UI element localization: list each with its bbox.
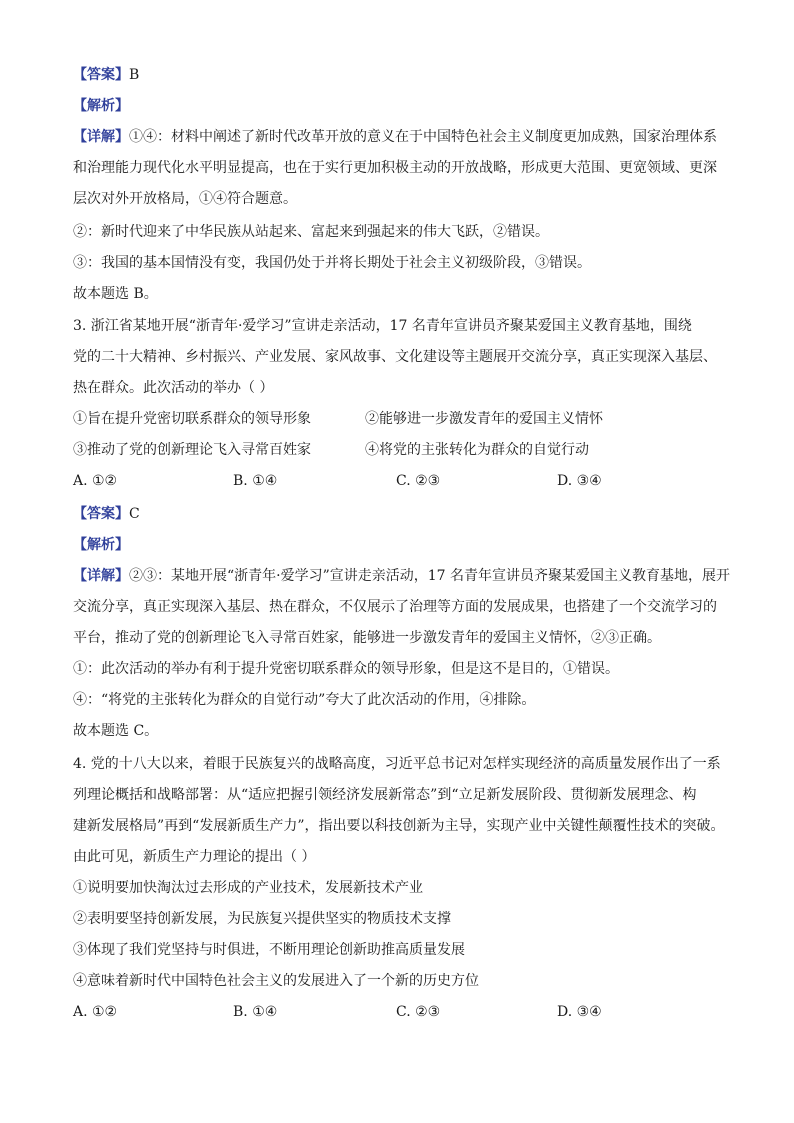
- detail-label: 【详解】: [73, 129, 129, 145]
- q4-stem-line-1: 4. 党的十八大以来，着眼于民族复兴的战略高度，习近平总书记对怎样实现经济的高质量发展作出了一系: [73, 756, 721, 772]
- q4-option-d: D. ③④: [557, 1004, 602, 1020]
- q4-stem-line-4: 由此可见，新质生产力理论的提出（ ）: [73, 849, 316, 865]
- q3-option-b: B. ①④: [233, 473, 278, 489]
- analysis-label: 【解析】: [73, 98, 129, 114]
- q2-note-1: ②：新时代迎来了中华民族从站起来、富起来到强起来的伟大飞跃，②错误。: [73, 224, 549, 240]
- q4-stem-line-3: 建新发展格局”再到“发展新质生产力”，指出要以科技创新为主导，实现产业中关键性颠覆性技术的突破。: [73, 818, 725, 834]
- q2-answer: B: [129, 67, 140, 83]
- q2-note-2: ③：我国的基本国情没有变，我国仍处于并将长期处于社会主义初级阶段，③错误。: [73, 255, 591, 271]
- q4-item-2: ②表明要坚持创新发展，为民族复兴提供坚实的物质技术支撑: [73, 911, 451, 927]
- q3-answer: C: [129, 506, 140, 522]
- q3-analysis-label: 【解析】: [73, 537, 129, 553]
- q2-detail-line-3: 层次对外开放格局，①④符合题意。: [73, 191, 297, 207]
- q3-detail-line-2: 交流分享，真正实现深入基层、热在群众，不仅展示了治理等方面的发展成果，也搭建了一个交流学习的: [73, 599, 717, 615]
- q3-detail-line-3: 平台，推动了党的创新理论飞入寻常百姓家，能够进一步激发青年的爱国主义情怀，②③正确。: [73, 630, 661, 646]
- q4-item-1: ①说明要加快淘汰过去形成的产业技术，发展新技术产业: [73, 880, 423, 896]
- q3-detail-line-1: 【详解】②③：某地开展“浙青年·爱学习”宣讲走亲活动，17 名青年宣讲员齐聚某爱国主义教育基地，展开: [73, 568, 731, 584]
- q3-stem-line-2: 党的二十大精神、乡村振兴、产业发展、家风故事、文化建设等主题展开交流分享，真正实现深入基层、: [73, 349, 717, 365]
- q3-conclusion: 故本题选 C。: [73, 723, 159, 739]
- answer-label: 【答案】: [73, 67, 129, 83]
- q3-note-2: ④：“将党的主张转化为群众的自觉行动”夸大了此次活动的作用，④排除。: [73, 692, 536, 708]
- q4-option-b: B. ①④: [233, 1004, 278, 1020]
- q3-item-3: ③推动了党的创新理论飞入寻常百姓家: [73, 442, 311, 458]
- q3-option-a: A. ①②: [73, 473, 118, 489]
- q3-stem-line-1: 3. 浙江省某地开展“浙青年·爱学习”宣讲走亲活动，17 名青年宣讲员齐聚某爱国主义教育基地，围绕: [73, 318, 692, 334]
- q2-conclusion: 故本题选 B。: [73, 286, 158, 302]
- q2-analysis-label: [73, 96, 723, 116]
- q3-note-1: ①：此次活动的举办有利于提升党密切联系群众的领导形象，但是这不是目的，①错误。: [73, 661, 619, 677]
- q3-stem-line-3: 热在群众。此次活动的举办（ ）: [73, 380, 274, 396]
- q3-item-1: ①旨在提升党密切联系群众的领导形象: [73, 411, 311, 427]
- q3-option-c: C. ②③: [396, 473, 441, 489]
- q3-item-4: ④将党的主张转化为群众的自觉行动: [365, 442, 589, 458]
- q2-detail-line-1: 【详解】①④：材料中阐述了新时代改革开放的意义在于中国特色社会主义制度更加成熟，国家治理体系: [73, 129, 717, 145]
- q2-detail-line-2: 和治理能力现代化水平明显提高，也在于实行更加积极主动的开放战略，形成更大范围、更宽领域、更深: [73, 160, 717, 176]
- q4-item-4: ④意味着新时代中国特色社会主义的发展进入了一个新的历史方位: [73, 973, 479, 989]
- q4-stem-line-2: 列理论概括和战略部署：从“适应把握引领经济发展新常态”到“立足新发展阶段、贯彻新发展理念、构: [73, 787, 697, 803]
- q3-answer-line: 【答案】C: [73, 506, 140, 522]
- q4-item-3: ③体现了我们党坚持与时俱进，不断用理论创新助推高质量发展: [73, 942, 465, 958]
- q4-option-c: C. ②③: [396, 1004, 441, 1020]
- q4-option-a: A. ①②: [73, 1004, 118, 1020]
- q2-answer-line: [73, 65, 723, 85]
- q3-item-2: ②能够进一步激发青年的爱国主义情怀: [365, 411, 603, 427]
- q3-option-d: D. ③④: [557, 473, 602, 489]
